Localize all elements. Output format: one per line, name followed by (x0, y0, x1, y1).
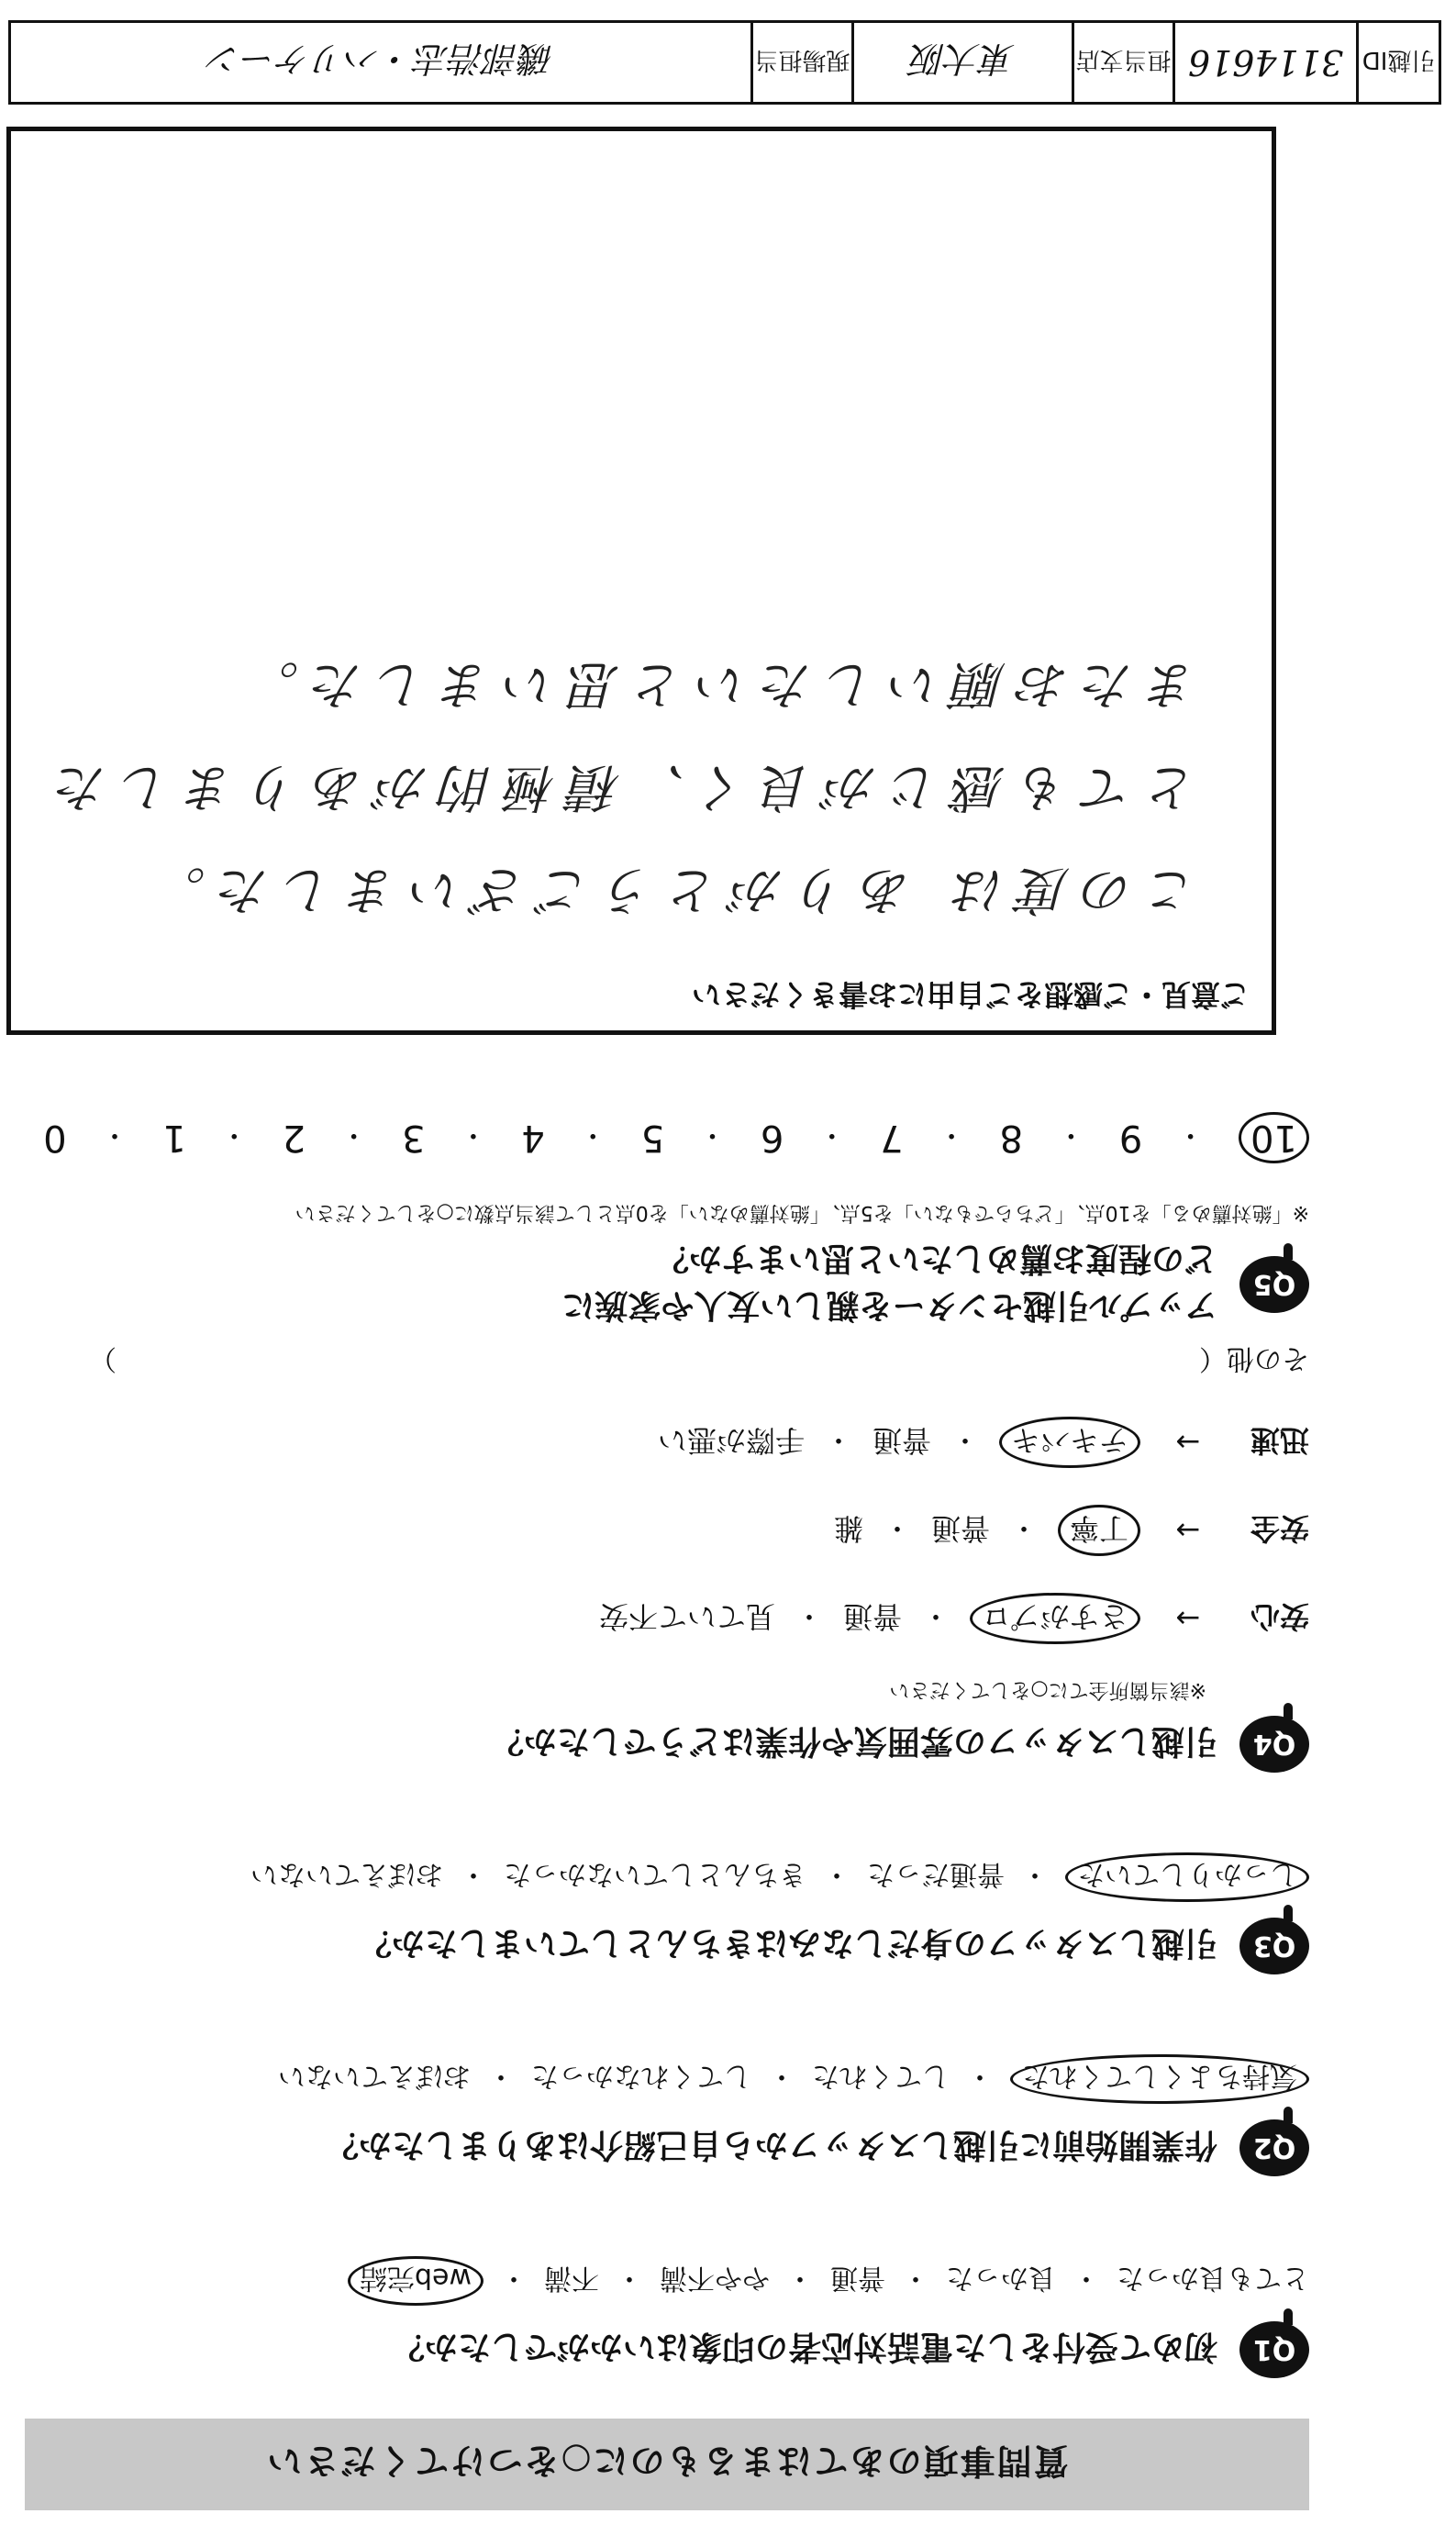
q1-option[interactable]: 不満 (544, 2262, 599, 2294)
q4-row-anzen: 安全 → 丁寧 ・ 普通 ・ 雑 (25, 1486, 1309, 1574)
q2-text: 作業開始前に引越しスタッフから自己紹介はありましたか？ (325, 2126, 1217, 2164)
q5-badge: Q5 (1239, 1256, 1309, 1313)
q3-text: 引越しスタッフの身だしなみはきちんとしていましたか？ (358, 1924, 1217, 1963)
q5-text-line2: どの程度お薦めしたいと思いますか？ (655, 1240, 1217, 1277)
question-q1 (25, 2249, 1309, 2386)
q2-badge: Q2 (1239, 2119, 1309, 2176)
leader-value[interactable]: 磯部浩志・ハリケーン (206, 39, 555, 80)
q2-option-selected[interactable]: 気持ちよくしてくれた (1010, 2054, 1309, 2104)
q3-option[interactable]: おぼえていない (250, 1858, 443, 1890)
arrow-right-icon: → (1175, 1425, 1201, 1460)
id-label: 引越ID (1356, 23, 1439, 102)
comment-line: またお願いしたいと思いました。 (235, 654, 1198, 714)
q2-option[interactable]: してくれなかった (531, 2060, 751, 2092)
question-q4 (25, 1325, 1309, 1781)
q5-score[interactable]: 4 (521, 1117, 545, 1159)
q3-options: しっかりしていた ・ 普通だった ・ きちんとしていなかった ・ おぼえていない (25, 1845, 1309, 1909)
q3-option[interactable]: きちんとしていなかった (504, 1858, 806, 1890)
q4-option[interactable]: 普通 (872, 1423, 931, 1458)
q4-other-label: その他（ (1199, 1342, 1309, 1374)
branch-label: 担当支店 (1072, 23, 1173, 102)
q4-rows (25, 1325, 1309, 1663)
q5-text-line1: アップル引越センターを親しい友人や家族に (561, 1286, 1217, 1324)
comment-line: とても感じが良く、積極的がありました (43, 757, 1198, 817)
comment-title: ご意見・ご感想をご自由にお書きください (691, 977, 1250, 1012)
instructions-band: 質問事項のあてはまるものに○をつけてください (25, 2419, 1309, 2510)
q4-row-label: 迅速 (1250, 1423, 1309, 1458)
q4-option[interactable]: 手際が悪い (657, 1423, 805, 1458)
q5-score[interactable]: 2 (282, 1117, 306, 1159)
q4-option-selected[interactable]: テキパキ (999, 1417, 1140, 1468)
q4-row-label: 安心 (1250, 1599, 1309, 1634)
q3-badge: Q3 (1239, 1918, 1309, 1974)
q5-score[interactable]: 5 (640, 1117, 665, 1159)
q4-option[interactable]: 雑 (833, 1511, 863, 1546)
q1-options: とても良かった ・ 良かった ・ 普通 ・ やや不満 ・ 不満 ・ web完結 (25, 2249, 1309, 2313)
q1-option[interactable]: やや不満 (660, 2262, 770, 2294)
q4-option-selected[interactable]: 丁寧 (1058, 1505, 1140, 1556)
branch-value[interactable]: 東大阪 (851, 23, 1072, 102)
q4-note: ※該当箇所全てに○をしてください (889, 1678, 1206, 1701)
q1-option-selected[interactable]: web完結 (348, 2256, 483, 2306)
q5-score[interactable]: 0 (43, 1117, 67, 1159)
q5-score[interactable]: 7 (880, 1117, 904, 1159)
q4-other-close: ） (89, 1342, 117, 1374)
id-value[interactable]: 3114616 (1173, 23, 1356, 102)
q2-options: 気持ちよくしてくれた ・ してくれた ・ してくれなかった ・ おぼえていない (25, 2047, 1309, 2111)
arrow-right-icon: → (1175, 1601, 1201, 1636)
q5-note: ※「絶対薦める」を10点、「どちらでもない」を5点、「絶対薦めない」を0点として該当点数に○をしてください (295, 1201, 1309, 1224)
q4-option[interactable]: 普通 (842, 1599, 902, 1634)
q1-text: 初めて受付をした電話対応者の印象はいかがでしたか？ (391, 2328, 1217, 2366)
q3-option[interactable]: 普通だった (867, 1858, 1005, 1890)
q5-score[interactable]: 8 (999, 1117, 1023, 1159)
q1-badge: Q1 (1239, 2321, 1309, 2378)
q4-row-label: 安全 (1250, 1511, 1309, 1546)
q4-other (25, 1325, 1309, 1398)
leader-label: 現場担当 (750, 23, 851, 102)
q4-text: 引越しスタッフの雰囲気や作業はどうでしたか？ (490, 1722, 1217, 1761)
q2-option[interactable]: おぼえていない (278, 2060, 471, 2092)
q4-option[interactable]: 見ていて不安 (598, 1599, 775, 1634)
q4-badge: Q4 (1239, 1716, 1309, 1773)
q4-option-selected[interactable]: さすがプロ (970, 1593, 1140, 1644)
q2-option[interactable]: してくれた (812, 2060, 950, 2092)
q4-option[interactable]: 普通 (930, 1511, 990, 1546)
q1-option[interactable]: 良かった (946, 2262, 1056, 2294)
q5-scale: 10 ・ 9 ・ 8 ・ 7 ・ 6 ・ 5 ・ 4 ・ 3 ・ 2 ・ 1 ・ 0 (43, 1112, 1309, 1163)
question-q2 (25, 2047, 1309, 2185)
q5-score[interactable]: 3 (402, 1117, 426, 1159)
q5-score[interactable]: 1 (162, 1117, 186, 1159)
comment-line: この度は ありがとうございました。 (141, 860, 1198, 919)
q4-row-jinsoku: 迅速 → テキパキ ・ 普通 ・ 手際が悪い (25, 1398, 1309, 1486)
q4-row-anshin: 安心 → さすがプロ ・ 普通 ・ 見ていて不安 (25, 1574, 1309, 1663)
q1-option[interactable]: 普通 (830, 2262, 885, 2294)
question-q5 (25, 1112, 1309, 1331)
q1-option[interactable]: とても良かった (1117, 2262, 1309, 2294)
q3-option-selected[interactable]: しっかりしていた (1065, 1852, 1309, 1902)
q5-score[interactable]: 6 (760, 1117, 784, 1159)
id-table (8, 20, 1441, 105)
question-q3 (25, 1845, 1309, 1983)
comment-box[interactable] (6, 127, 1276, 1035)
q5-score-selected[interactable]: 10 (1239, 1112, 1309, 1163)
q5-score[interactable]: 9 (1118, 1117, 1143, 1159)
arrow-right-icon: → (1175, 1513, 1201, 1548)
